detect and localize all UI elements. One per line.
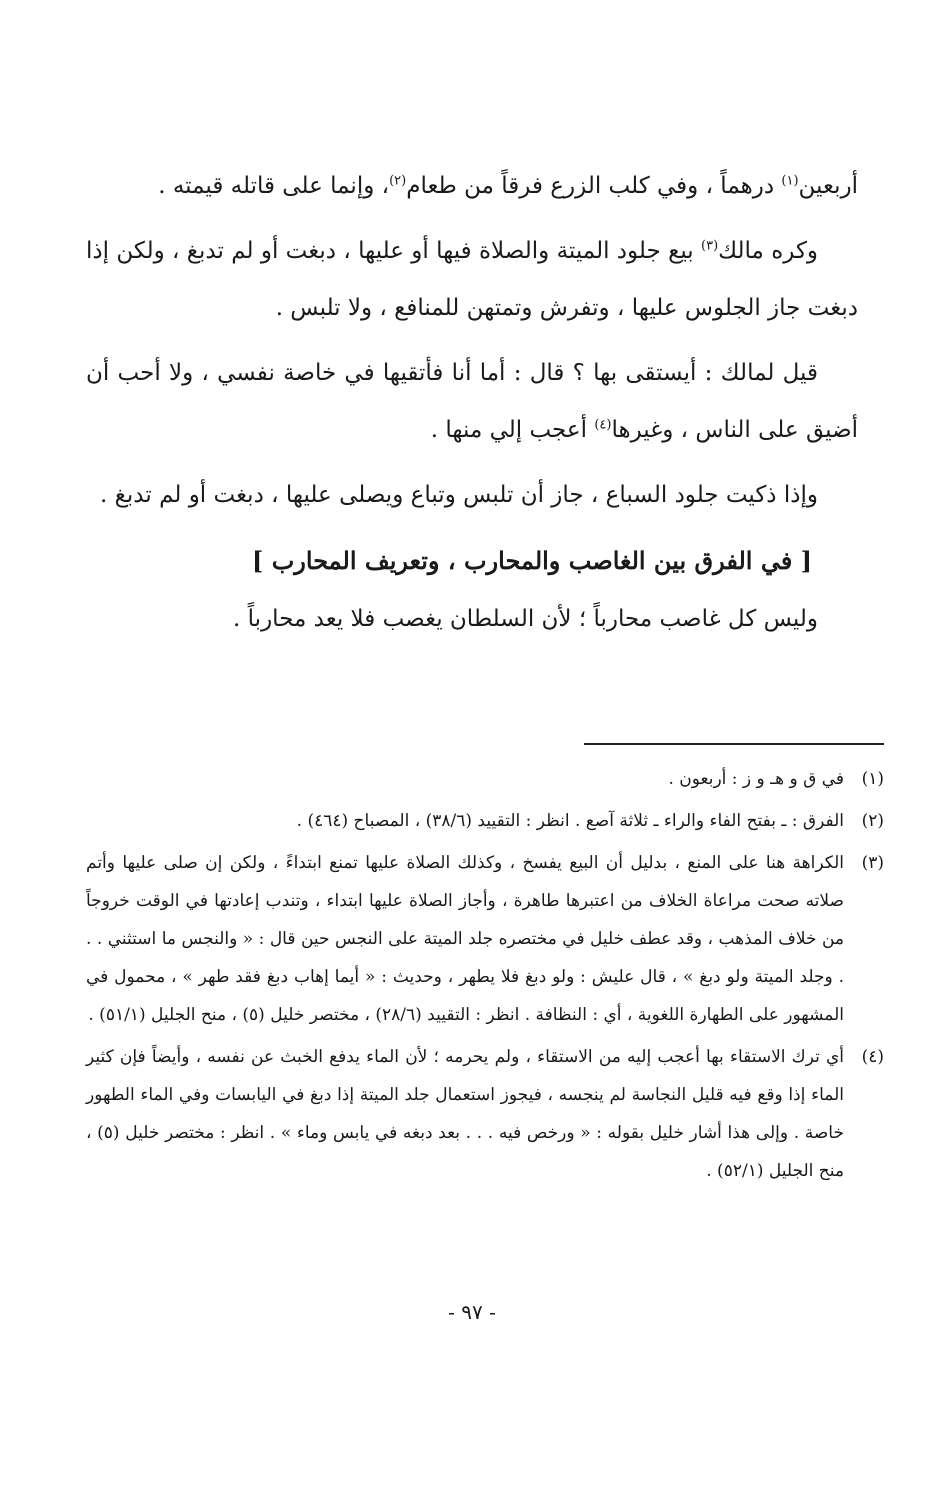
paragraph-2 <box>86 223 858 337</box>
footnote-number: (٤) <box>861 1047 884 1067</box>
footnote-ref-2[interactable]: (٢) <box>389 173 407 189</box>
footnote-text: الكراهة هنا على المنع ، بدليل أن البيع يفسخ ، وكذلك الصلاة عليها تمنع ابتداءً ، ولكن إن صلى عليها وأتم صلاته صحت مراعاة الخلاف من اعتبرها طاهرة ، وأجاز الصلاة عليها ابتداء ، وتندب إعادتها في الوقت خروجاً من خلاف المذهب ، وقد عطف خليل في مختصره جلد الميتة على النجس حين قال : « والنجس ما استثني . . . وجلد الميتة ولو دبغ » ، قال عليش : ولو دبغ فلا يطهر ، وحديث : « أيما إهاب دبغ فقد طهر » ، محمول في المشهور على الطهارة اللغوية ، أي : النظافة . انظر : التقييد (٢٨/٦) ، مختصر خليل (٥) ، منح الجليل (٥١/١) . <box>86 853 844 1025</box>
paragraph-3 <box>86 345 858 459</box>
footnote-4 <box>86 1038 884 1190</box>
section-heading: [ في الفرق بين الغاصب والمحارب ، وتعريف المحارب ] <box>251 546 812 575</box>
text-run: بيع جلود الميتة والصلاة فيها أو عليها ، دبغت أو لم تدبغ ، ولكن إذا دبغت جاز الجلوس عليها ، وتفرش وتمتهن للمنافع ، ولا تلبس . <box>86 238 858 321</box>
footnote-3 <box>86 844 884 1034</box>
paragraph-4: وإذا ذكيت جلود السباع ، جاز أن تلبس وتباع ويصلى عليها ، دبغت أو لم تدبغ . <box>100 482 818 508</box>
page-number: - ٩٧ - <box>448 1300 496 1324</box>
footnote-number: (١) <box>861 769 884 789</box>
footnote-2 <box>86 802 884 840</box>
paragraph-5: وليس كل غاصب محارباً ؛ لأن السلطان يغصب فلا يعد محارباً . <box>233 606 818 632</box>
main-text <box>86 158 858 656</box>
footnote-1 <box>86 760 884 798</box>
footnote-ref-4[interactable]: (٤) <box>594 417 612 433</box>
footnote-divider <box>584 743 884 745</box>
footnote-number: (٢) <box>861 811 884 831</box>
paragraph-1 <box>86 158 858 215</box>
text-run: أعجب إلي منها . <box>430 417 595 443</box>
footnote-number: (٣) <box>861 853 884 873</box>
footnotes <box>86 760 884 1194</box>
footnote-text: أي ترك الاستقاء بها أعجب إليه من الاستقاء ، ولم يحرمه ؛ لأن الماء يدفع الخبث عن نفسه ، وأيضاً فإن كثير الماء إذا وقع فيه قليل النجاسة لم ينجسه ، فيجوز استعمال جلد الميتة إذا دبغ في اليابسات وفي الماء الطهور خاصة . وإلى هذا أشار خليل بقوله : « ورخص فيه . . . بعد دبغه في يابس وماء » . انظر : مختصر خليل (٥) ، منح الجليل (٥٢/١) . <box>86 1047 844 1181</box>
footnote-ref-3[interactable]: (٣) <box>701 238 719 254</box>
text-run: أربعين <box>798 173 858 199</box>
text-run: ، وإنما على قاتله قيمته . <box>158 173 390 199</box>
text-run: وكره مالك <box>718 238 819 264</box>
footnote-text: في ق و هـ و ز : أربعون . <box>668 769 844 789</box>
footnote-text: الفرق : ـ بفتح الفاء والراء ـ ثلاثة آصع . انظر : التقييد (٣٨/٦) ، المصباح (٤٦٤) . <box>296 811 844 831</box>
footnote-ref-1[interactable]: (١) <box>781 173 799 189</box>
text-run: درهماً ، وفي كلب الزرع فرقاً من طعام <box>406 173 782 199</box>
text-run: قيل لمالك : أيستقى بها ؟ قال : أما أنا فأتقيها في خاصة نفسي ، ولا أحب أن أضيق على الناس ، وغيرها <box>86 360 858 443</box>
